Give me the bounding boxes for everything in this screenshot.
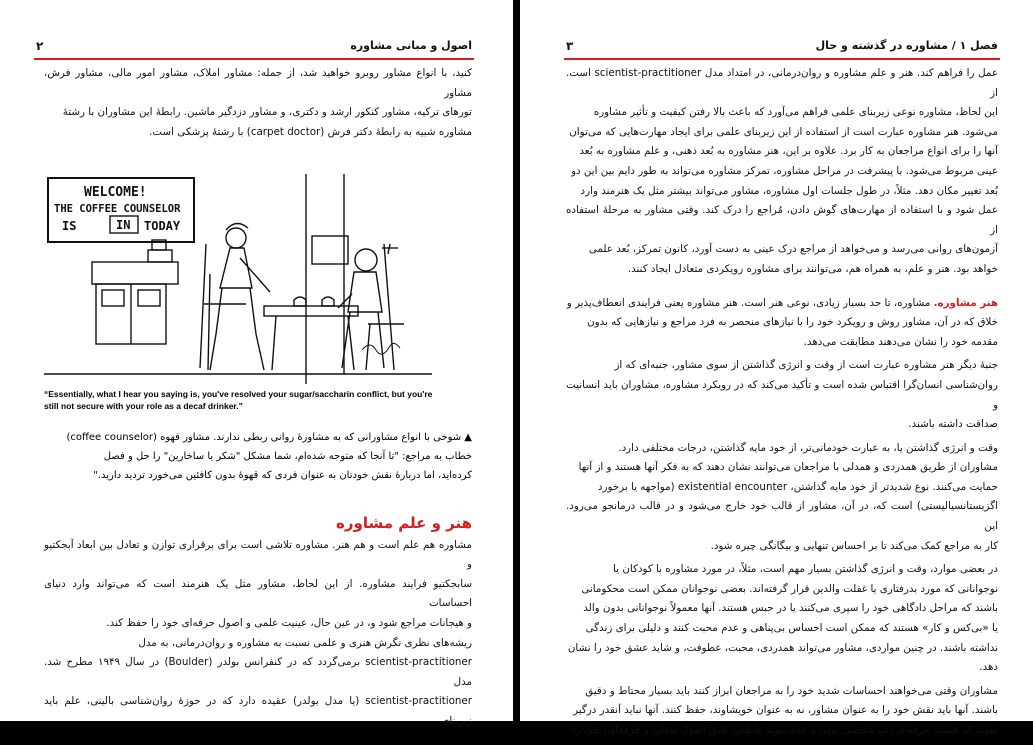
text-line: مشاوران از طریق همدردی و همدلی با مراجعان می‌توانند نشان دهند که به فکر آنها هستند و از آنها bbox=[578, 461, 998, 474]
running-title: فصل ۱ / مشاوره در گذشته و حال bbox=[815, 39, 998, 52]
sign-line3-today: TODAY bbox=[144, 219, 181, 233]
text-line: نوجوانانی که مورد بدرفتاری یا غفلت والدین قرار گرفته‌اند. بعضی نوجوانان ممکن است محکومانی bbox=[581, 582, 998, 595]
text-line: کنید، با انواع مشاور روبرو خواهید شد، از جمله: مشاور املاک، مشاور امور مالی، مشاور فرش، مشاور bbox=[44, 67, 472, 99]
text-line: آنها را برای انواع مراجعان به کار برد. علاوه بر این، هنر مشاوره به بُعد ذهنی، و علم مشاوره به بُعد bbox=[579, 145, 998, 158]
sign-line3-in: IN bbox=[116, 218, 131, 232]
caption-fa-line: کرده‌اید، اما دربارهٔ نقش خودتان به عنوان فردی که قهوهٔ بدون کافئین می‌خورد تردید دارید." bbox=[93, 470, 472, 481]
text-line: در بعضی موارد، وقت و انرژی گذاشتن بسیار مهم است، مثلاً، در مورد مشاوره با کودکان یا bbox=[613, 563, 998, 576]
coffee-counselor-cartoon bbox=[44, 174, 432, 384]
sign-line3-is: IS bbox=[62, 219, 77, 233]
caption-line: “Essentially, what I hear you saying is, you've resolved your sugar/saccharin conflict, but you're bbox=[44, 389, 433, 399]
text-line: حمایت می‌کنند. نوع شدیدتر از خود مایه گذاشتن، existential encounter (مواجهه یا برخورد bbox=[597, 480, 998, 493]
caption-fa-line: ▲ شوخی با انواع مشاورانی که به مشاورهٔ روانی ربطی ندارند. مشاور قهوه (coffee counselor) bbox=[66, 432, 472, 443]
text-line: خواهد بود. هنر و علم، به همراه هم، می‌توانند برای مشاوره رویکردی متعادل ایجاد کنند. bbox=[627, 262, 998, 275]
running-title: اصول و مبانی مشاوره bbox=[350, 39, 472, 52]
text-line: تورهای ترکیه، مشاور کنکور ارشد و دکتری، و مشاور دزدگیر ماشین. رابطهٔ این مشاوران با رشتهٔ bbox=[62, 106, 472, 119]
paragraph bbox=[566, 439, 998, 557]
text-line: کار به مراجع کمک می‌کند تا بر احساس تنهایی و بیگانگی چیره شود. bbox=[710, 539, 998, 552]
sign-line2: THE COFFEE COUNSELOR bbox=[54, 203, 181, 215]
text-line: وقت و انرژی گذاشتن یا، به عبارت خودمانی‌تر، از خود مایه گذاشتن، درجات مختلفی دارد. bbox=[618, 441, 998, 454]
text-line: دهد. bbox=[979, 661, 998, 674]
text-line: مشاوران وقتی می‌خواهند احساسات شدید خود را به مراجعان ابراز کنند باید بسیار محتاط و دقیق bbox=[585, 684, 998, 697]
text-line: باشند که مراحل دادگاهی خود را سپری می‌کنند یا در حبس هستند. آنها معمولاً نوجوانانی بدون والد bbox=[583, 602, 998, 615]
page-number: ۳ bbox=[566, 39, 574, 53]
text-line: می‌شود. هنر مشاوره عبارت است از استفاده از این زیربنای علمی برای ایجاد مهارت‌هایی که می‌توان bbox=[569, 125, 998, 138]
text-line: شوند که عینیت حرفه‌ای (غیرشخصی بودن و عدم پیوند عاطفی طبق اصول شغلی و حرفه‌ای) خود را bbox=[572, 724, 998, 736]
paragraph bbox=[566, 682, 998, 741]
text-line: عمل را فراهم کند. هنر و علم مشاوره و روان‌درمانی، در امتداد مدل scientist-practitioner است. از bbox=[566, 67, 998, 99]
text-line: مشاوره هم علم است و هم هنر. مشاوره تلاشی است برای برقراری توازن و تعادل بین ابعاد آبجکتیو و bbox=[44, 538, 472, 571]
section-title: هنر و علم مشاوره bbox=[336, 514, 472, 532]
text-line: مقدمه خود را نشان می‌دهند مطابقت می‌دهد. bbox=[803, 335, 998, 348]
caption-fa-line: خطاب به مراجع: "تا آنجا که متوجه شده‌ام، شما مشکل "شکر یا ساخارین" را حل و فصل bbox=[103, 451, 472, 462]
right-page bbox=[520, 0, 1033, 736]
text-line: scientist-practitioner برمی‌گردد که در کنفرانس بولدر (Boulder) در سال ۱۹۴۹ مطرح شد. مدل bbox=[44, 656, 472, 688]
text-line: این لحاظ، مشاوره نوعی زیربنای علمی فراهم می‌آورد که باعث بالا رفتن کیفیت و تأثیر مشاوره bbox=[593, 106, 998, 119]
text-line: روان‌شناسی انسان‌گرا اقتباس شده است و تأکید می‌کند که در رویکرد مشاوره، مشاوران باید انسانیت و bbox=[566, 378, 998, 411]
paragraph bbox=[566, 356, 998, 434]
intro-paragraph bbox=[44, 64, 472, 142]
paragraph bbox=[566, 64, 998, 280]
text-line: صداقت داشته باشند. bbox=[908, 418, 998, 431]
text-line bbox=[566, 294, 998, 314]
text-line: و هیجانات مراجع شود و، در عین حال، عینیت علمی و اصول حرفه‌ای خود را حفظ کند. bbox=[106, 616, 472, 629]
cartoon-caption-fa bbox=[44, 428, 472, 485]
running-header bbox=[34, 37, 474, 59]
text-line: جنبهٔ دیگر هنر مشاوره عبارت است از وقت و انرژی گذاشتن از سوی مشاور، جنبه‌ای که از bbox=[614, 359, 998, 372]
text-line: سابجکتیو فرایند مشاوره. از این لحاظ، مشاور مثل یک هنرمند است که می‌تواند وارد دنیای احساسات bbox=[44, 577, 472, 610]
text-line: باشند. آنها باید نقش خود را به عنوان مشاور، نه به عنوان خویشاوند، حفظ کنند. آنها نباید آنقدر درگیر bbox=[573, 704, 998, 717]
right-body bbox=[566, 64, 998, 745]
sign-line1: WELCOME! bbox=[84, 185, 147, 200]
text-line: خلاق که در آن، مشاور روش و رویکرد خود را با نیازهای منحصر به فرد مراجع و نیازهایی که بدون bbox=[587, 316, 998, 329]
text-line: بُعد تغییر مکان دهد. مثلاً، در طول جلسات اول مشاوره، مشاور می‌تواند بیشتر مثل یک هنرمند وارد bbox=[580, 184, 998, 197]
left-page bbox=[0, 0, 513, 727]
text-line: یا «بی‌کس و کار» هستند که ممکن است احساس بی‌پناهی و عدم محبت کنند و دلیلی برای زندگی bbox=[585, 622, 998, 635]
running-header bbox=[564, 37, 1000, 59]
text-span: مشاوره، تا حد بسیار زیادی، نوعی هنر است. هنر مشاوره یعنی فرایندی انعطاف‌پذیر و bbox=[566, 296, 934, 309]
art-of-counseling-heading: هنر مشاوره. bbox=[933, 296, 998, 309]
paragraph bbox=[566, 560, 998, 678]
text-line: نداشته باشند. در چنین مواردی، مشاور می‌تواند همدردی، محبت، عطوفت، و شاید عشق خود را نشان bbox=[567, 641, 998, 654]
cartoon-caption-en bbox=[44, 388, 474, 412]
paragraph bbox=[566, 294, 998, 353]
header-rule bbox=[564, 58, 1000, 60]
text-line: عینی مربوط می‌شود. با پیشرفت در مراحل مشاوره، تمرکز مشاوره می‌تواند به طور دایم بین این دو bbox=[571, 164, 998, 177]
text-line: عمل شود و با استفاده از مهارت‌های گوش دادن، مُراجع را درک کند. وقتی مشاور به مرحلهٔ استفاده از bbox=[566, 204, 998, 236]
page-number: ۲ bbox=[36, 39, 44, 53]
text-line: scientist-practitioner (یا مدل بولدر) عقیده دارد که در حوزهٔ روان‌شناسی بالینی، علم باید زیربنای bbox=[44, 695, 472, 727]
art-and-science-section bbox=[44, 514, 472, 732]
text-line: اگزیستانسیالیستی) است که، در آن، مشاور از قالب خود خارج می‌شود و در قالب درمانجو می‌رود. این bbox=[566, 500, 998, 533]
text-line: مشاوره شبیه به رابطهٔ دکتر فرش (carpet doctor) با رشتهٔ پزشکی است. bbox=[149, 125, 472, 138]
header-rule bbox=[34, 58, 474, 60]
text-line: آزمون‌های روانی می‌رسد و می‌خواهد از مراجع درک عینی به دست آورد، کانون تمرکز، بُعد علمی bbox=[588, 243, 998, 256]
text-line: ریشه‌های نظری نگرش هنری و علمی نسبت به مشاوره و روان‌درمانی، به مدل bbox=[138, 636, 472, 649]
caption-line: still not secure with your role as a decaf drinker.” bbox=[44, 401, 243, 411]
